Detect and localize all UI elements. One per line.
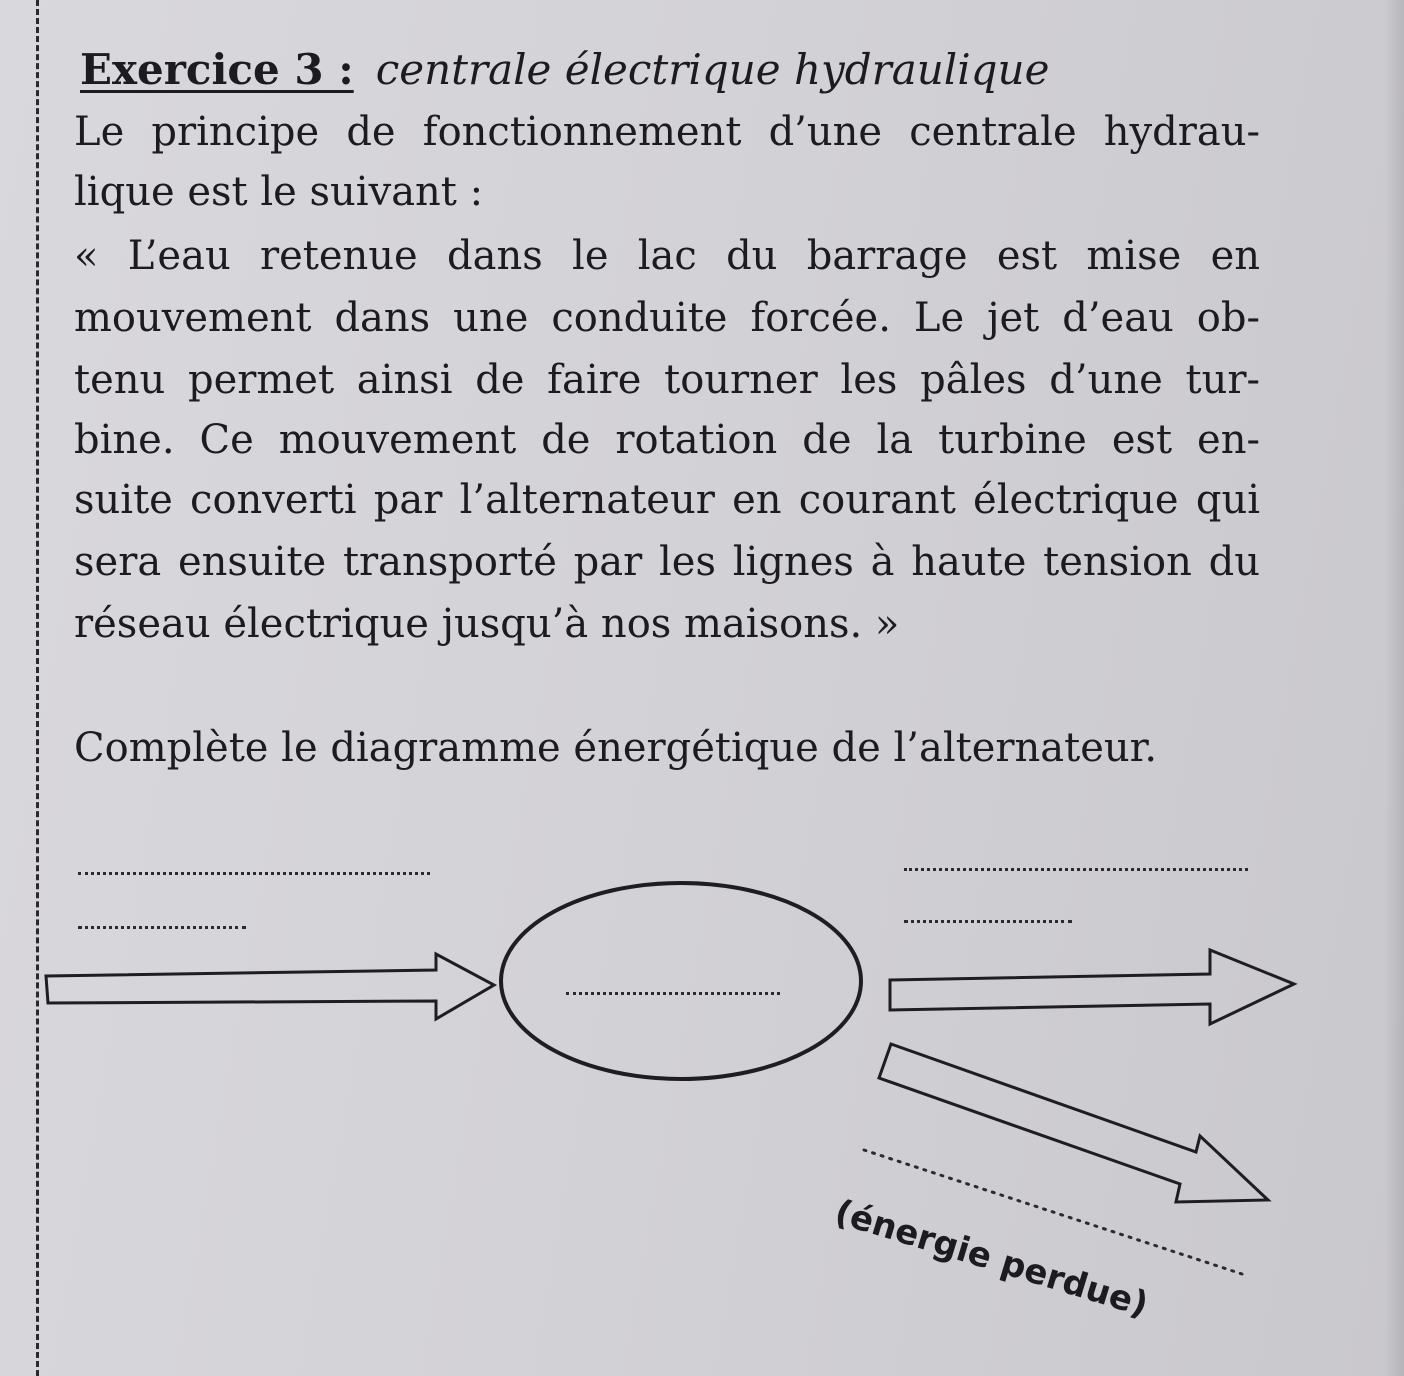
lost-energy-label: (énergie perdue) [830, 1192, 1153, 1326]
quote-line: tenu permet ainsi de faire tourner les pâles d’une tur- [74, 357, 1260, 403]
exercise-subject: centrale électrique hydraulique [375, 45, 1050, 94]
quote-line: bine. Ce mouvement de rotation de la turbine est en- [74, 417, 1260, 463]
instruction: Complète le diagramme énergétique de l’alternateur. [74, 725, 1158, 771]
input-energy-arrow [46, 954, 494, 1019]
intro-line: lique est le suivant : [74, 169, 484, 215]
quote-line: réseau électrique jusqu’à nos maisons. » [74, 601, 900, 647]
exercise-label: Exercice 3 : [80, 45, 354, 94]
useful-energy-arrow [890, 950, 1294, 1024]
intro-line: Le principe de fonctionnement d’une centrale hydrau- [74, 109, 1260, 155]
quote-line: sera ensuite transporté par les lignes à haute tension du [74, 539, 1260, 585]
quote-line: « L’eau retenue dans le lac du barrage est mise en [74, 233, 1260, 279]
quote-line: mouvement dans une conduite forcée. Le jet d’eau ob- [74, 295, 1260, 341]
quote-line: suite converti par l’alternateur en courant électrique qui [74, 477, 1260, 523]
lost-energy-arrow [879, 1044, 1268, 1202]
converter-ellipse [501, 883, 861, 1079]
